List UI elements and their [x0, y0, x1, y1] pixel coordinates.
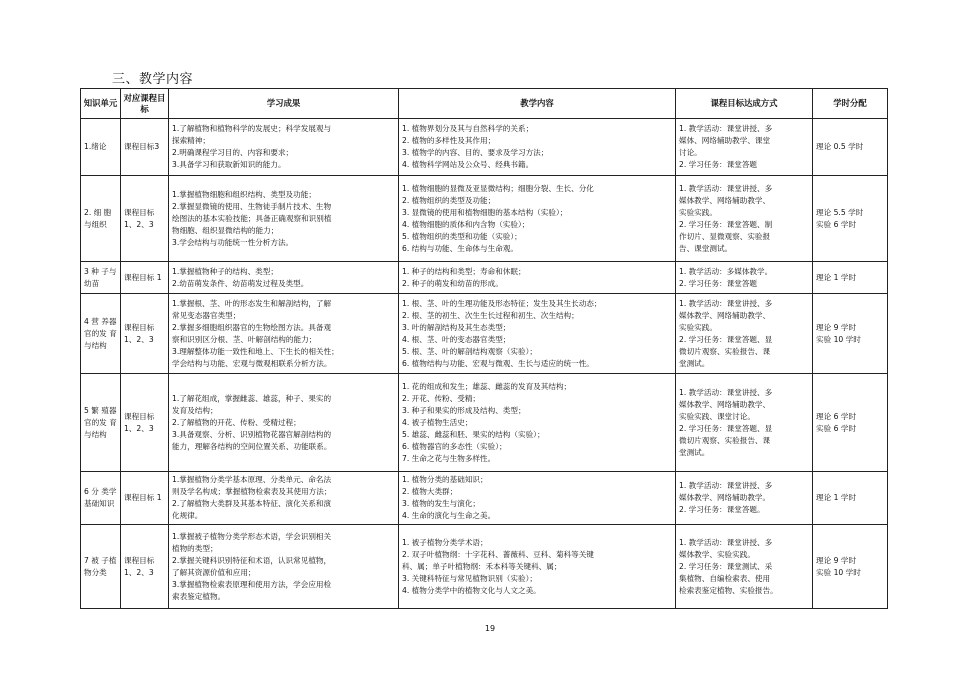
achievement-methods-cell-line: 1. 教学活动：课堂讲授、多: [679, 183, 773, 193]
learning-outcomes-cell-line: 3.具备学习和获取新知识的能力。: [172, 160, 286, 169]
learning-outcomes-cell-line: 索表鉴定植物。: [172, 591, 226, 601]
learning-outcomes-cell-line: 3.理解整体功能一致性和地上、下生长的相关性；: [172, 346, 339, 356]
achievement-methods-cell-line: 堂测试。: [679, 447, 710, 457]
teaching-content-cell-line: 1. 根、茎、叶的生理功能及形态特征；发生及其生长动态；: [402, 298, 602, 308]
teaching-content-cell: [399, 119, 676, 176]
learning-outcomes-cell-line: 1.掌握根、茎、叶的形态发生和解剖结构，了解: [172, 298, 332, 308]
achievement-methods-cell-line: 实验实践。: [679, 207, 717, 217]
teaching-content-cell-line: 1. 植物界划分及其与自然科学的关系；: [402, 124, 534, 133]
teaching-content-cell-line: 4. 被子植物生活史；: [402, 417, 473, 427]
table-row: [81, 119, 888, 176]
course-goal-cell: 课程目标 1、2、3: [121, 294, 169, 374]
teaching-content-cell-line: 1. 植物细胞的显微及亚显微结构；细胞分裂、生长、分化: [402, 183, 594, 193]
header-hours: 学时分配: [813, 89, 888, 119]
achievement-methods-cell: [676, 262, 813, 294]
knowledge-unit-cell: 6 分 类学 基础知识: [81, 472, 121, 525]
table-header-row: [81, 89, 888, 119]
header-learning-outcomes: 学习成果: [169, 89, 399, 119]
teaching-content-cell: [399, 176, 676, 262]
learning-outcomes-cell: [169, 472, 399, 525]
teaching-content-cell: [399, 262, 676, 294]
achievement-methods-cell-line: 媒体教学、网络辅助教学、: [679, 195, 771, 205]
teaching-content-cell-line: 2. 开花、传粉、受精；: [402, 393, 481, 403]
hours-cell-line: 理论 1 学时: [816, 493, 857, 502]
learning-outcomes-cell-line: 绘图法的基本实验技能；具备正确观察和识别植: [172, 213, 332, 223]
hours-cell: [813, 119, 888, 176]
learning-outcomes-cell-line: 2.掌握显微镜的使用、生物徒手制片技术、生物: [172, 201, 332, 211]
table-row: [81, 374, 888, 472]
course-goal-cell: 课程目标 1: [121, 472, 169, 525]
achievement-methods-cell-line: 实验实践、课堂讨论。: [679, 411, 755, 421]
learning-outcomes-cell: [169, 262, 399, 294]
teaching-content-cell-line: 2. 植物组织的类型及功能；: [402, 195, 496, 205]
hours-cell: [813, 262, 888, 294]
teaching-content-cell-line: 5. 植物组织的类型和功能（实验）；: [402, 231, 522, 241]
teaching-content-cell-line: 4. 根、茎、叶的变态器官类型；: [402, 334, 511, 344]
teaching-content-cell-line: 7. 生命之花与生物多样性。: [402, 453, 496, 463]
learning-outcomes-cell-line: 能力，理解各结构的空间位置关系、功能联系。: [172, 441, 332, 451]
knowledge-unit-cell: 7 被 子植 物分类: [81, 525, 121, 609]
teaching-content-cell-line: 3. 叶的解剖结构及其生态类型；: [402, 322, 511, 332]
section-title: 三、教学内容: [112, 72, 194, 87]
knowledge-unit-cell: 1.绪论: [81, 119, 121, 176]
achievement-methods-cell-line: 2. 学习任务：课堂答题: [679, 160, 758, 169]
achievement-methods-cell-line: 媒体教学、网络辅助教学。: [679, 493, 771, 502]
teaching-content-cell-line: 3. 种子和果实的形成及结构、类型；: [402, 405, 526, 415]
learning-outcomes-cell-line: 植物的类型；: [172, 543, 218, 553]
achievement-methods-cell-line: 堂测试。: [679, 358, 710, 368]
teaching-content-cell-line: 4. 生命的演化与生命之美。: [402, 511, 496, 520]
achievement-methods-cell: [676, 525, 813, 609]
teaching-content-cell-line: 6. 植物结构与功能、宏观与微观、生长与适应的统一性。: [402, 358, 594, 368]
achievement-methods-cell-line: 讨论。: [679, 148, 702, 157]
teaching-content-cell-line: 4. 植物细胞的质体和内含物（实验）；: [402, 219, 530, 229]
course-goal-cell: 课程目标 1、2、3: [121, 525, 169, 609]
teaching-content-cell-line: 2. 根、茎的初生、次生生长过程和初生、次生结构；: [402, 310, 579, 320]
learning-outcomes-cell-line: 常见变态器官类型；: [172, 310, 241, 320]
learning-outcomes-cell-line: 学会结构与功能、宏观与微观相联系分析方法。: [172, 358, 332, 368]
hours-cell-line: 理论 0.5 学时: [816, 142, 864, 151]
learning-outcomes-cell-line: 3.掌握植物检索表原理和使用方法，学会应用检: [172, 579, 332, 589]
teaching-content-cell-line: 1. 花的组成和发生；雄蕊、雌蕊的发育及其结构；: [402, 381, 572, 391]
achievement-methods-cell: [676, 294, 813, 374]
achievement-methods-cell-line: 2. 学习任务：课堂测试、采: [679, 561, 773, 571]
teaching-content-cell-line: 3. 植物的发生与演化；: [402, 499, 481, 508]
achievement-methods-cell-line: 2. 学习任务：课堂答题、制: [679, 219, 773, 229]
learning-outcomes-cell-line: 2.了解植物的开花、传粉、受精过程；: [172, 417, 301, 427]
teaching-content-cell-line: 6. 植物器官的多态性（实验）；: [402, 441, 507, 451]
teaching-content-cell: [399, 472, 676, 525]
teaching-content-cell-line: 5. 根、茎、叶的解剖结构观察（实验）；: [402, 346, 537, 356]
achievement-methods-cell: [676, 374, 813, 472]
header-achievement-methods: 课程目标达成方式: [676, 89, 813, 119]
hours-cell-line: 理论 9 学时: [816, 555, 857, 565]
course-goal-cell: 课程目标 1、2、3: [121, 176, 169, 262]
learning-outcomes-cell: [169, 176, 399, 262]
achievement-methods-cell-line: 媒体教学、网络辅助教学、: [679, 399, 771, 409]
header-teaching-content: 教学内容: [399, 89, 676, 119]
learning-outcomes-cell-line: 1.了解花组成，掌握雌蕊、雄蕊，种子、果实的: [172, 393, 332, 403]
achievement-methods-cell-line: 媒体教学、实验实践。: [679, 549, 755, 559]
learning-outcomes-cell-line: 察和识别区分根、茎、叶解剖结构的能力；: [172, 334, 317, 344]
achievement-methods-cell-line: 微切片观察、实验报告、课: [679, 346, 771, 356]
learning-outcomes-cell-line: 2.了解植物大类群及其基本特征、演化关系和演: [172, 499, 332, 508]
achievement-methods-cell-line: 媒体、网络辅助教学、课堂: [679, 136, 771, 145]
achievement-methods-cell-line: 2. 学习任务：课堂答题。: [679, 505, 765, 514]
course-goal-cell: 课程目标 1、2、3: [121, 374, 169, 472]
hours-cell-line: 实验 6 学时: [816, 219, 857, 229]
hours-cell-line: 理论 9 学时: [816, 322, 857, 332]
hours-cell: [813, 472, 888, 525]
achievement-methods-cell-line: 2. 学习任务：课堂答题、显: [679, 334, 773, 344]
hours-cell: [813, 525, 888, 609]
achievement-methods-cell-line: 集植物、自编检索表、使用: [679, 573, 771, 583]
teaching-content-cell-line: 3. 植物学的内容、目的、要求及学习方法；: [402, 148, 549, 157]
teaching-content-cell: [399, 525, 676, 609]
achievement-methods-cell-line: 实验实践。: [679, 322, 717, 332]
teaching-content-cell-line: 3. 关键科特征与常见植物识别（实验）；: [402, 573, 537, 583]
achievement-methods-cell-line: 检索表鉴定植物、实验报告。: [679, 585, 778, 595]
achievement-methods-cell-line: 1. 教学活动：课堂讲授、多: [679, 298, 773, 308]
learning-outcomes-cell: [169, 374, 399, 472]
teaching-content-cell-line: 3. 显微镜的使用和植物细胞的基本结构（实验）；: [402, 207, 568, 217]
knowledge-unit-cell: 4 营 养器 官的发 育与结构: [81, 294, 121, 374]
hours-cell-line: 理论 5.5 学时: [816, 207, 864, 217]
knowledge-unit-cell: 3 种 子与幼苗: [81, 262, 121, 294]
table-row: [81, 262, 888, 294]
teaching-content-cell-line: 1. 种子的结构和类型；寿命和休眠；: [402, 266, 526, 276]
learning-outcomes-cell-line: 2.掌握多细胞组织器官的生物绘图方法。具备观: [172, 322, 332, 332]
page-number: 19: [484, 624, 496, 633]
learning-outcomes-cell: [169, 525, 399, 609]
hours-cell: [813, 294, 888, 374]
learning-outcomes-cell-line: 1.掌握植物分类学基本原理、分类单元、命名法: [172, 475, 332, 484]
achievement-methods-cell-line: 1. 教学活动：课堂讲授、多: [679, 537, 773, 547]
teaching-content-cell-line: 科、属；单子叶植物纲：禾本科等关键科、属；: [402, 561, 562, 571]
hours-cell-line: 理论 6 学时: [816, 411, 857, 421]
learning-outcomes-cell-line: 3.学会结构与功能统一性分析方法。: [172, 237, 294, 247]
achievement-methods-cell-line: 微切片观察、实验报告、课: [679, 435, 771, 445]
learning-outcomes-cell-line: 了解其资源价值和应用；: [172, 567, 256, 577]
hours-cell-line: 实验 10 学时: [816, 567, 861, 577]
achievement-methods-cell-line: 1. 教学活动：课堂讲授、多: [679, 481, 773, 490]
learning-outcomes-cell: [169, 119, 399, 176]
teaching-content-cell-line: 2. 种子的萌发和幼苗的形成。: [402, 278, 503, 288]
table-row: [81, 472, 888, 525]
learning-outcomes-cell: [169, 294, 399, 374]
learning-outcomes-cell-line: 化规律。: [172, 511, 203, 520]
achievement-methods-cell-line: 作切片、显微观察、实验报: [679, 231, 771, 241]
knowledge-unit-cell: 2. 细 胞与组织: [81, 176, 121, 262]
teaching-content-cell-line: 2. 植物的多样性及其作用；: [402, 136, 496, 145]
learning-outcomes-cell-line: 1.掌握植物种子的结构、类型；: [172, 266, 278, 276]
header-knowledge-unit: 知识单元: [81, 89, 121, 119]
achievement-methods-cell-line: 1. 教学活动：课堂讲授、多: [679, 124, 773, 133]
table-row: [81, 176, 888, 262]
achievement-methods-cell-line: 1. 教学活动：课堂讲授、多: [679, 387, 773, 397]
learning-outcomes-cell-line: 则及学名构成；掌握植物检索表及其使用方法；: [172, 487, 332, 496]
learning-outcomes-cell-line: 2.掌握关键科识别特征和术语，认识常见植物，: [172, 555, 332, 565]
teaching-content-cell: [399, 374, 676, 472]
teaching-content-cell-line: 2. 双子叶植物纲：十字花科、蔷薇科、豆科、菊科等关键: [402, 549, 594, 559]
achievement-methods-cell: [676, 472, 813, 525]
table-row: [81, 525, 888, 609]
hours-cell: [813, 374, 888, 472]
learning-outcomes-cell-line: 1.了解植物和植物科学的发展史；科学发展观与: [172, 124, 332, 133]
teaching-content-cell: [399, 294, 676, 374]
learning-outcomes-cell-line: 1.掌握被子植物分类学形态术语，学会识别相关: [172, 531, 332, 541]
hours-cell-line: 理论 1 学时: [816, 272, 857, 282]
teaching-content-cell-line: 4. 植物科学网站及公众号、经典书籍。: [402, 160, 534, 169]
achievement-methods-cell-line: 1. 教学活动：多媒体教学。: [679, 266, 773, 276]
achievement-methods-cell: [676, 176, 813, 262]
achievement-methods-cell: [676, 119, 813, 176]
achievement-methods-cell-line: 告、课堂测试。: [679, 243, 733, 253]
table-row: [81, 294, 888, 374]
teaching-content-cell-line: 2. 植物大类群；: [402, 487, 458, 496]
teaching-content-cell-line: 1. 植物分类的基础知识；: [402, 475, 488, 484]
teaching-content-cell-line: 4. 植物分类学中的植物文化与人文之美。: [402, 585, 541, 595]
learning-outcomes-cell-line: 2.明确课程学习目的、内容和要求；: [172, 148, 294, 157]
course-goal-cell: 课程目标3: [121, 119, 169, 176]
hours-cell-line: 实验 10 学时: [816, 334, 861, 344]
teaching-content-cell-line: 6. 结构与功能、生命体与生命观。: [402, 243, 518, 253]
teaching-content-cell-line: 1. 被子植物分类学术语；: [402, 537, 488, 547]
hours-cell: [813, 176, 888, 262]
learning-outcomes-cell-line: 探索精神；: [172, 136, 210, 145]
learning-outcomes-cell-line: 发育及结构；: [172, 405, 218, 415]
learning-outcomes-cell-line: 3.具备观察、分析、识别植物花器官解剖结构的: [172, 429, 332, 439]
achievement-methods-cell-line: 2. 学习任务：课堂答题、显: [679, 423, 773, 433]
teaching-content-table: [80, 88, 888, 609]
hours-cell-line: 实验 6 学时: [816, 423, 857, 433]
teaching-content-cell-line: 5. 雄蕊、雌蕊和胚、果实的结构（实验）；: [402, 429, 545, 439]
achievement-methods-cell-line: 媒体教学、网络辅助教学、: [679, 310, 771, 320]
knowledge-unit-cell: 5 繁 殖器 官的发 育与结构: [81, 374, 121, 472]
achievement-methods-cell-line: 2. 学习任务：课堂答题: [679, 278, 758, 288]
learning-outcomes-cell-line: 1.掌握植物细胞和组织结构、类型及功能；: [172, 189, 316, 199]
learning-outcomes-cell-line: 物细胞、组织显微结构的能力；: [172, 225, 279, 235]
header-course-goal: 对应课程目标: [121, 89, 169, 119]
learning-outcomes-cell-line: 2.幼苗萌发条件、幼苗萌发过程及类型。: [172, 278, 309, 288]
course-goal-cell: 课程目标 1: [121, 262, 169, 294]
